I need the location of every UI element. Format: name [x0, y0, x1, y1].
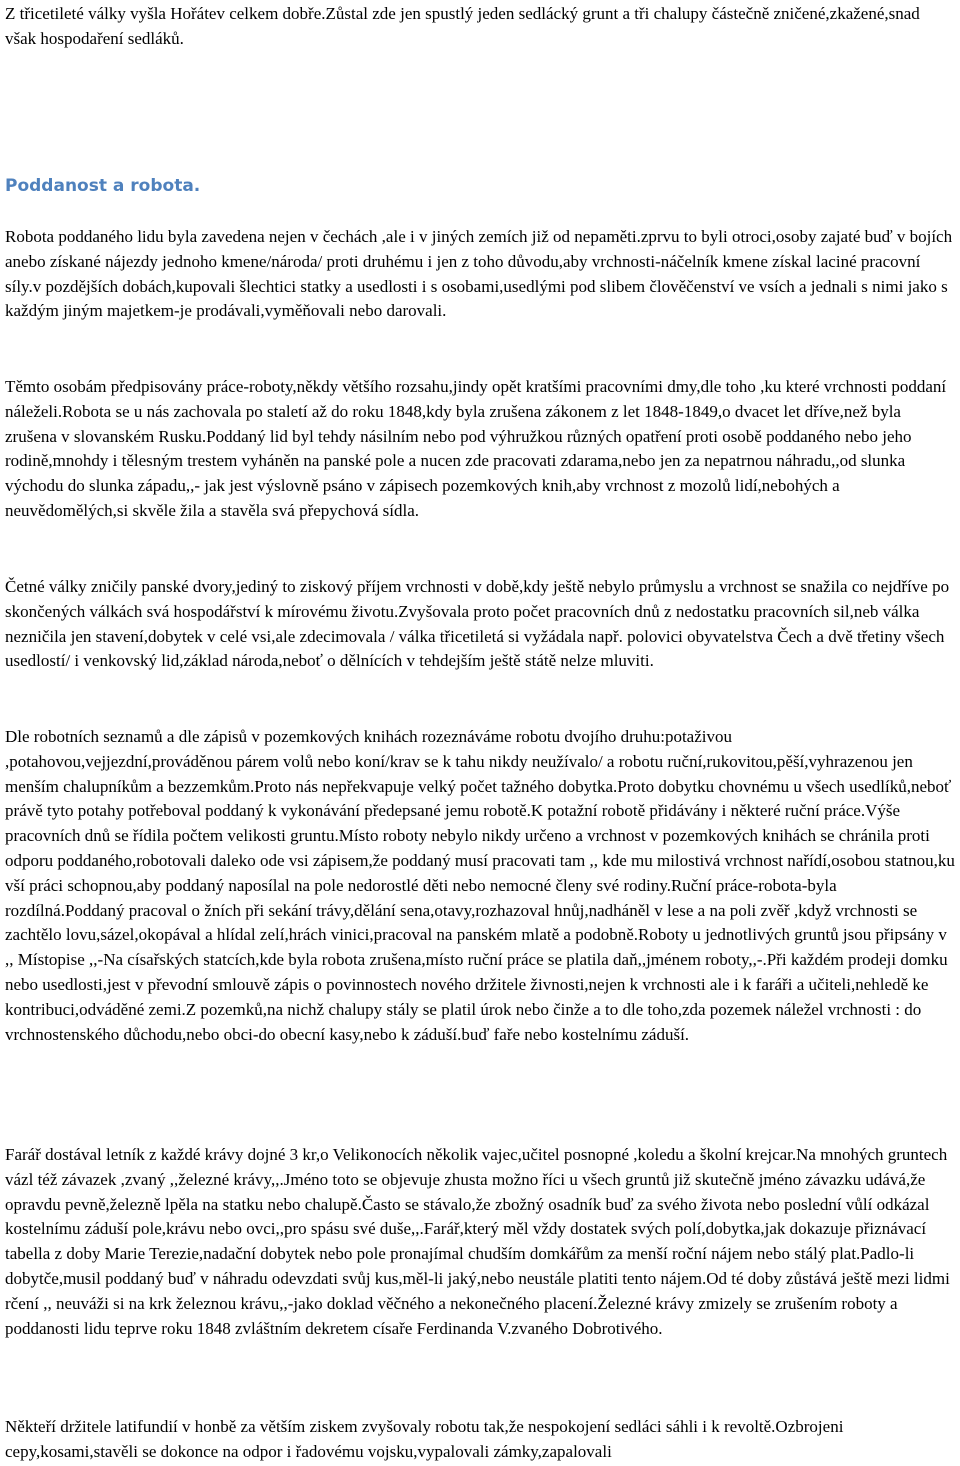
paragraph-revolt: Někteří držitele latifundií v honbě za větším ziskem zvyšovaly robotu tak,že nespokojení sedláci sáhli i k revoltě.Ozbrojeni cepy,kosami,stavěli se dokonce na odpor i řadovému vojsku,vypalovali zámky,zapalovali: [5, 1417, 844, 1461]
section-heading: Poddanost a robota.: [5, 176, 201, 196]
paragraph-robota-origins: Robota poddaného lidu byla zavedena nejen v čechách ,ale i v jiných zemích již od nepaměti.zprvu to byli otroci,osoby zajaté buď v bojích anebo získané nájezdy jednoho kmene/národa/ proti druhému i jen z toho důvodu,aby vrchnosti-náčelník kmene získal laciné pracovní síly.v pozdějších dobách,kupovali šlechtici statky a usedlosti i s osobami,usedlými pod slibem člověčenství ve vsích a jednali s nimi jako s každým jiným majetkem-je prodávali,vyměňovali nebo darovali.: [5, 227, 953, 321]
paragraph-labor-duties: Těmto osobám předpisovány práce-roboty,někdy většího rozsahu,jindy opět kratšími pracovními dmy,dle toho ,ku které vrchnosti poddaní náleželi.Robota se u nás zachovala po staletí až do roku 1848,kdy byla zrušena zákonem z let 1848-1849,o dvacet let dříve,než byla zrušena v slovanském Rusku.Poddaný lid byl tehdy násilním nebo pod výhružkou různých opatření proti osobě poddaného nebo jeho rodině,mnohdy i tělesným trestem vyháněn na panské pole a nucen zde pracovati zdarama,nebo jen za nepatrnou náhradu,,od slunka východu do slunka západu,,- jak jest výslovně psáno v zápisech pozemkových knih,aby vrchnost z mozolů lidí,nebohých a neuvědomělých,si skvěle žila a stavěla svá přepychová sídla.: [5, 377, 947, 520]
paragraph-wars: Četné války zničily panské dvory,jediný to ziskový příjem vrchnosti v době,kdy ještě nebylo průmyslu a vrchnost se snažila co nejdříve po skončených válkách svá hospodářství k mírovému životu.Zvyšovala proto počet pracovních dnů z nedostatku pracovních sil,neb válka nezničila jen stavení,dobytek v celé vsi,ale zdecimovala / válka třicetiletá si vyžádala např. polovici obyvatelstva Čech a dvě třetiny všech usedlostí/ i venkovský lid,základ národa,neboť o dělnících v tehdejším ještě státě nelze mluviti.: [5, 577, 950, 671]
intro-paragraph: Z třicetileté války vyšla Hořátev celkem dobře.Zůstal zde jen spustlý jeden sedlácký grunt a tři chalupy částečně zničené,zkažené,snad však hospodaření sedláků.: [5, 4, 920, 48]
paragraph-robota-types: Dle robotních seznamů a dle zápisů v pozemkových knihách rozeznáváme robotu dvojího druhu:potaživou ,potahovou,vejjezdní,prováděnou párem volů nebo koní/krav se k tahu nikdy neužívalo/ a robotu ruční,rukovitou,pěší,vyhrazenou jen menším chalupníkům a bezzemkům.Proto nás nepřekvapuje velký počet tažného dobytka.Proto dobytku chovnému u všech usedlíků,neboť právě tyto potahy potřeboval poddaný k vykonávání předepsané jemu robotě.K potažní robotě přidávány i některé ruční práce.Výše pracovních dnů se řídila počtem velikosti gruntu.Místo roboty nebylo nikdy určeno a vrchnost v pozemkových knihách se chránila proti odporu poddaného,robotovali daleko ode vsi zápisem,že poddaný musí pracovati tam ,, kde mu milostivá vrchnost nařídí,osobou statnou,ku vší práci schopnou,aby poddaný naposílal na pole nedorostlé děti nebo nemocné členy své rodiny.Ruční práce-robota-byla rozdílná.Poddaný pracoval o žních při sekání trávy,dělání sena,otavy,rozhazoval hnůj,nadháněl v lese a na poli zvěř ,když vrchnosti se zachtělo lovu,sázel,okopával a hlídal zelí,hrách vinici,pracoval na panském mlatě a podobně.Roboty u jednotlivých gruntů jsou připsány v ,, Místopise ,,-Na císařských statcích,kde byla robota zrušena,místo ruční práce se platila daň,,jménem roboty,,-.Při každém prodeji domku nebo usedlosti,jest v převodní smlouvě zápis o povinnostech nového držitele živnosti,nejen k vrchnosti ale i k faráři a učiteli,nehledě ke kontribuci,odváděné zemi.Z pozemků,na nichž chalupy stály se platil úrok nebo činže a to dle toho,zda pozemek náležel vrchnosti : do vrchnostenského důchodu,nebo obci-do obecní kasy,nebo k záduší.buď faře nebo kostelnímu záduší.: [5, 727, 955, 1044]
paragraph-iron-cows: Farář dostával letník z každé krávy dojné 3 kr,o Velikonocích několik vajec,učitel posnopné ,koledu a školní krejcar.Na mnohých gruntech vázl též závazek ,zvaný ,,železné krávy,,.Jméno toto se objevuje zhusta možno říci u všech gruntů již skutečně jméno závazku udává,že opravdu pevně,železně lpěla na statku nebo chalupě.Často se stávalo,že zbožný osadník buď za svého života nebo poslední vůlí odkázal kostelnímu záduší pole,krávu nebo ovci,,pro spásu své duše,,.Farář,který měl vždy dostatek svých polí,dobytka,jak dokazuje přiznávací tabella z doby Marie Terezie,nadační dobytek nebo pole pronajímal chudším domkářům za menší roční nájem nebo stálý plat.Padlo-li dobytče,musil poddaný buď v náhradu odevzdati svůj kus,měl-li jaký,nebo neustále platiti tento nájem.Od té doby zůstává ještě mezi lidmi rčení ,, neuváži si na krk železnou krávu,,-jako doklad věčného a nekonečného placení.Železné krávy zmizely se zrušením roboty a poddanosti lidu teprve roku 1848 zvláštním dekretem císaře Ferdinanda V.zvaného Dobrotivého.: [5, 1145, 950, 1338]
